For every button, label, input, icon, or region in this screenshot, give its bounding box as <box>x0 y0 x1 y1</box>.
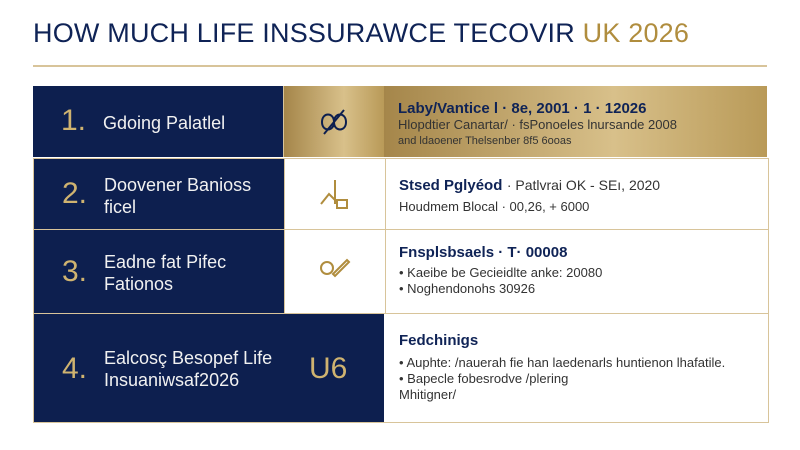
row-2-label-cell <box>34 159 284 229</box>
row-head: Stsed Pglyéod <box>399 177 503 194</box>
row-3-label-cell <box>34 230 284 313</box>
row-1 <box>33 86 767 157</box>
row-3 <box>33 229 769 314</box>
house-flag-icon <box>315 174 355 214</box>
row-head: Fedchinigs <box>399 332 479 349</box>
row-1-icon-cell <box>283 86 385 157</box>
row-1-detail-cell <box>384 86 767 157</box>
head-extra: · Patlvrai OK - SEı, 2020 <box>506 177 661 193</box>
detail-line: Hlopdtier Canartar/ · fsPonoeles lnursande 2008 <box>398 117 677 132</box>
page-title: HOW MUCH LIFE INSSURAWCE TECOVIR UK 2026 <box>33 18 690 48</box>
row-2 <box>33 158 769 230</box>
row-3-detail-cell <box>385 230 768 313</box>
row-number: 4. <box>62 352 88 385</box>
row-code: U6 <box>309 352 348 385</box>
detail-line: Houdmem Blocal · 00,26, + 6000 <box>399 199 590 214</box>
row-3-icon-cell <box>284 230 386 313</box>
detail-line: • Noghendonohs 30926 <box>399 281 536 296</box>
detail-line: • Kaeibe be Gecieidlte anke: 20080 <box>399 265 603 280</box>
detail-line: and ldaoener Thelsenber 8f5 6ooas <box>398 135 572 147</box>
pen-tool-icon <box>315 252 355 292</box>
row-label: Gdoing Palatlel <box>103 113 226 133</box>
row-head: Laby/Vantice l · 8e, 2001 · 1 · 12026 <box>398 100 647 117</box>
detail-line: • Auphte: /nauerah fie han laedenarls huntienon lhafatile. <box>399 355 726 370</box>
detail-line: Mhitigner/ <box>399 387 457 402</box>
title-accent: UK 2026 <box>582 18 690 48</box>
row-label: Eadne fat Pifec Fationos <box>104 252 227 294</box>
row-number: 2. <box>62 177 88 210</box>
title-divider <box>33 65 767 67</box>
row-head: Fnsplsbsaels · T· 00008 <box>399 244 568 261</box>
infinity-swirl-icon <box>314 102 354 142</box>
row-4-label-cell <box>34 314 384 422</box>
row-2-icon-cell <box>284 159 386 229</box>
row-4-detail-cell <box>385 314 768 422</box>
row-number: 3. <box>62 255 88 288</box>
row-label: Ealcosç Besopef Life Insuaniwsaf2026 <box>104 348 273 390</box>
row-number: 1. <box>61 104 87 137</box>
detail-line: • Bapecle fobesrodve /plering <box>399 371 569 386</box>
row-label: Doovener Banioss ficel <box>104 175 252 217</box>
row-4 <box>33 313 769 423</box>
row-2-detail-cell <box>385 159 768 229</box>
row-1-label-cell <box>33 86 283 157</box>
